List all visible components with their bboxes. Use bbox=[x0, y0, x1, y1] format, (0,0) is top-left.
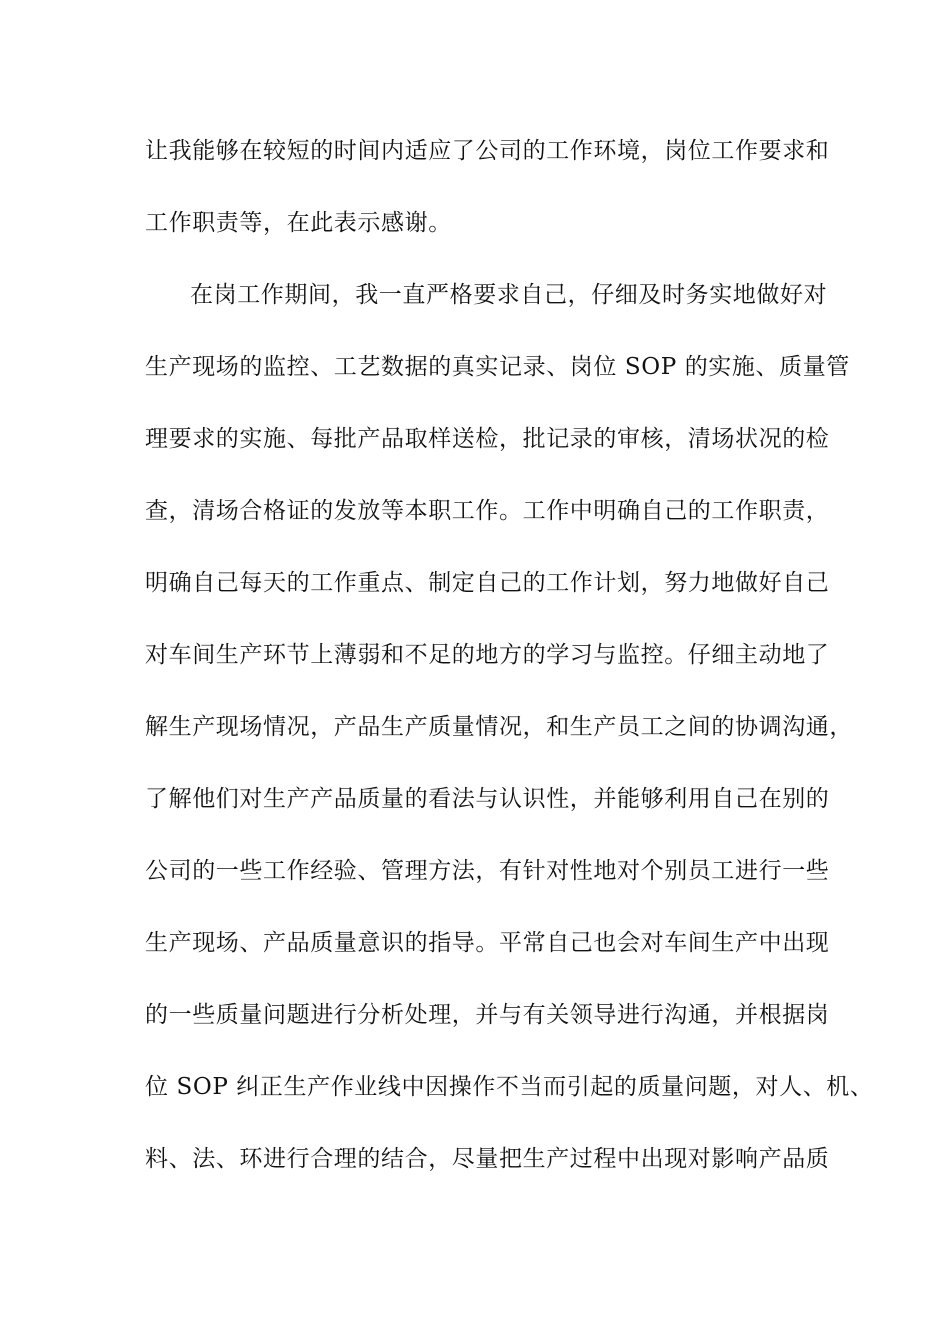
text-line: 生产现场的监控、工艺数据的真实记录、岗位 SOP 的实施、质量管 bbox=[145, 354, 850, 380]
text-line: 解生产现场情况，产品生产质量情况，和生产员工之间的协调沟通， bbox=[145, 714, 853, 740]
text-line: 位 SOP 纠正生产作业线中因操作不当而引起的质量问题，对人、机、 bbox=[145, 1074, 874, 1100]
text-line: 了解他们对生产产品质量的看法与认识性，并能够利用自己在别的 bbox=[145, 786, 830, 812]
text-line: 工作职责等，在此表示感谢。 bbox=[145, 210, 452, 236]
text-line: 的一些质量问题进行分析处理，并与有关领导进行沟通，并根据岗 bbox=[145, 1002, 830, 1028]
text-line: 生产现场、产品质量意识的指导。平常自己也会对车间生产中出现 bbox=[145, 930, 830, 956]
paragraph-first-line: 在岗工作期间，我一直严格要求自己，仔细及时务实地做好对 bbox=[190, 282, 828, 308]
text-line: 公司的一些工作经验、管理方法，有针对性地对个别员工进行一些 bbox=[145, 858, 830, 884]
text-line: 料、法、环进行合理的结合，尽量把生产过程中出现对影响产品质 bbox=[145, 1146, 830, 1172]
text-line: 明确自己每天的工作重点、制定自己的工作计划，努力地做好自己 bbox=[145, 570, 830, 596]
text-line: 查，清场合格证的发放等本职工作。工作中明确自己的工作职责， bbox=[145, 498, 830, 524]
text-line: 对车间生产环节上薄弱和不足的地方的学习与监控。仔细主动地了 bbox=[145, 642, 830, 668]
text-line: 让我能够在较短的时间内适应了公司的工作环境，岗位工作要求和 bbox=[145, 138, 830, 164]
text-line: 理要求的实施、每批产品取样送检，批记录的审核，清场状况的检 bbox=[145, 426, 830, 452]
